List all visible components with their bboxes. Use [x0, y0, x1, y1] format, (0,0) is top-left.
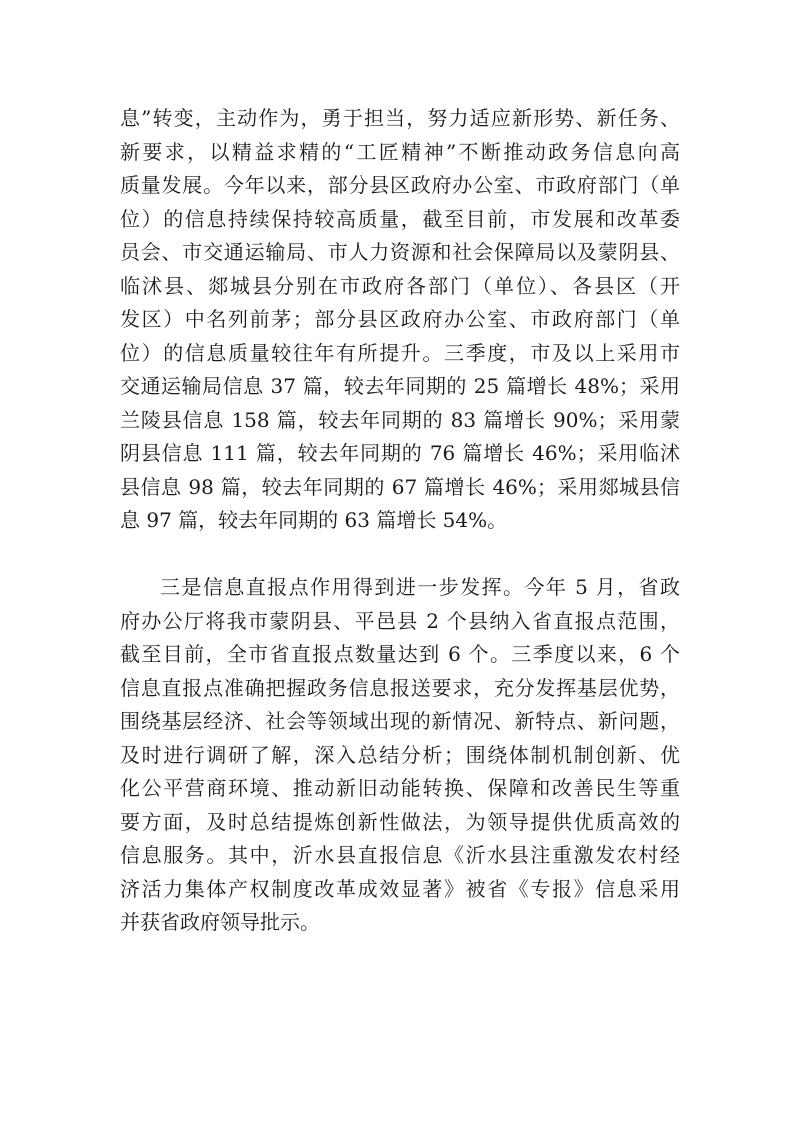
paragraph-direct-reporting-points	[120, 571, 680, 940]
text-line: 息 97 篇，较去年同期的 63 篇增长 54%。	[120, 508, 508, 532]
text-line: 交通运输局信息 37 篇，较去年同期的 25 篇增长 48%；采用	[120, 374, 680, 398]
text-line: 济活力集体产权制度改革成效显著》被省《专报》信息采用	[120, 876, 680, 901]
text-line: 府办公厅将我市蒙阴县、平邑县 2 个县纳入省直报点范围，	[120, 608, 680, 633]
text-line: 质量发展。今年以来，部分县区政府办公室、市政府部门（单	[120, 173, 680, 197]
text-line: 截至目前，全市省直报点数量达到 6 个。三季度以来，6 个	[120, 642, 680, 666]
text-line: 阴县信息 111 篇，较去年同期的 76 篇增长 46%；采用临沭	[120, 441, 680, 465]
text-line: 信息直报点准确把握政务信息报送要求，充分发挥基层优势，	[120, 675, 680, 700]
text-line: 息”转变，主动作为，勇于担当，努力适应新形势、新任务、	[120, 106, 680, 130]
text-line: 位）的信息质量较往年有所提升。三季度，市及以上采用市	[120, 340, 680, 365]
text-line: 兰陵县信息 158 篇，较去年同期的 83 篇增长 90%；采用蒙	[120, 407, 680, 432]
text-line: 发区）中名列前茅；部分县区政府办公室、市政府部门（单	[120, 307, 680, 331]
text-line: 围绕基层经济、社会等领域出现的新情况、新特点、新问题，	[120, 709, 680, 733]
text-line: 及时进行调研了解，深入总结分析；围绕体制机制创新、优	[120, 742, 680, 767]
text-line: 员会、市交通运输局、市人力资源和社会保障局以及蒙阴县、	[120, 240, 680, 264]
text-line: 三是信息直报点作用得到进一步发挥。今年 5 月，省政	[160, 575, 680, 599]
text-line: 信息服务。其中，沂水县直报信息《沂水县注重激发农村经	[120, 843, 680, 867]
text-line: 新要求，以精益求精的“工匠精神”不断推动政务信息向高	[120, 139, 680, 164]
text-line: 要方面，及时总结提炼创新性做法，为领导提供优质高效的	[120, 809, 680, 834]
text-line: 县信息 98 篇，较去年同期的 67 篇增长 46%；采用郯城县信	[120, 474, 680, 499]
text-line: 并获省政府领导批示。	[120, 910, 320, 934]
text-line: 临沭县、郯城县分别在市政府各部门（单位）、各县区（开	[120, 273, 680, 298]
text-line: 化公平营商环境、推动新旧动能转换、保障和改善民生等重	[120, 776, 680, 800]
paragraph-information-quality	[120, 102, 680, 538]
text-line: 位）的信息持续保持较高质量，截至目前，市发展和改革委	[120, 206, 680, 231]
